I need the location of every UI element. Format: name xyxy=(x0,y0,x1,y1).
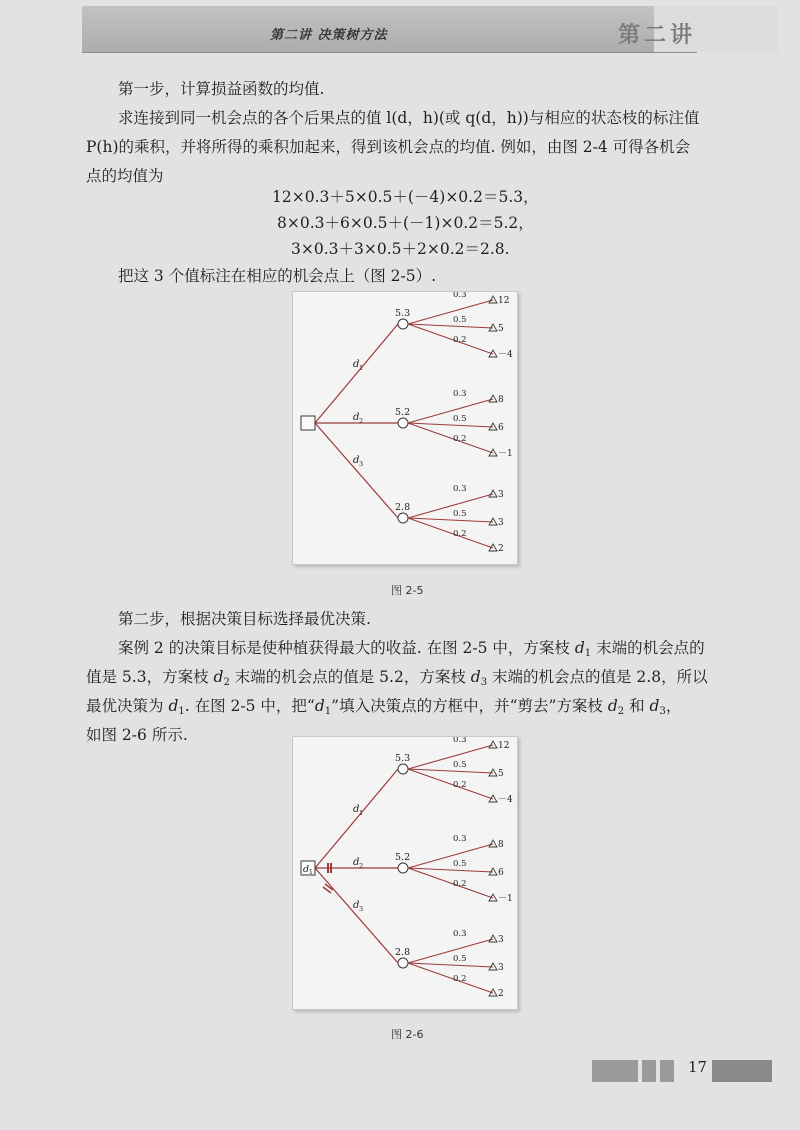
state-branch-2-2 xyxy=(408,423,493,427)
d2-symbol: d xyxy=(213,668,224,686)
branch-label-d1: d xyxy=(353,804,360,815)
state-branch-1-2 xyxy=(408,769,493,773)
outcome-value-3-1: 3 xyxy=(498,490,504,500)
footer-bar-4 xyxy=(712,1060,772,1082)
chance-node-1 xyxy=(398,319,408,329)
figure-2-5-caption: 图 2-5 xyxy=(391,584,424,597)
outcome-value-2-1: 8 xyxy=(498,840,504,850)
step1-para1-line2: P(h)的乘积，并将所得的乘积加起来，得到该机会点的均值. 例如，由图 2-4 可得各机会 xyxy=(86,138,691,156)
state-branch-1-2 xyxy=(408,324,493,328)
outcome-node-1-1 xyxy=(489,741,497,748)
state-branch-2-3 xyxy=(408,423,493,453)
branch-label-sub-2: 2 xyxy=(359,417,364,425)
outcome-node-2-1 xyxy=(489,840,497,847)
header-title: 第二讲 决策树方法 xyxy=(270,28,388,43)
state-branch-3-1 xyxy=(408,494,493,518)
d2-sub-b: 2 xyxy=(617,706,625,717)
chance-node-2 xyxy=(398,418,408,428)
decision-node-label: d xyxy=(303,864,310,875)
chance-value-1: 5.3 xyxy=(395,308,411,319)
figure-2-5 xyxy=(292,291,518,565)
branch-label-sub-3: 3 xyxy=(359,460,364,468)
d1-sub-b: 1 xyxy=(178,706,185,717)
decision-tree-2-5 xyxy=(293,292,517,564)
outcome-value-3-3: 2 xyxy=(498,989,504,999)
outcome-value-1-3: －4 xyxy=(498,350,513,360)
probability-1-2: 0.5 xyxy=(453,760,467,770)
state-branch-3-2 xyxy=(408,518,493,522)
outcome-value-2-3: －1 xyxy=(498,894,513,904)
d1-sub-c: 1 xyxy=(324,706,332,717)
outcome-value-3-2: 3 xyxy=(498,963,504,973)
chance-value-3: 2.8 xyxy=(395,947,411,958)
equation-2: 8×0.3＋6×0.5＋(－1)×0.2＝5.2， xyxy=(277,214,534,232)
d1-symbol-b: d xyxy=(168,697,179,715)
outcome-node-1-1 xyxy=(489,296,497,303)
probability-1-3: 0.2 xyxy=(453,780,467,790)
state-branch-1-3 xyxy=(408,324,493,354)
chance-node-2 xyxy=(398,863,408,873)
decision-node xyxy=(301,416,315,430)
state-branch-2-3 xyxy=(408,868,493,898)
branch-label-sub-2: 2 xyxy=(359,862,364,870)
step1-para2: 把这 3 个值标注在相应的机会点上（图 2-5）. xyxy=(118,267,437,285)
equation-1: 12×0.3＋5×0.5＋(－4)×0.2＝5.3， xyxy=(272,188,539,206)
probability-3-2: 0.5 xyxy=(453,954,467,964)
d1-symbol: d xyxy=(574,639,585,657)
branch-label-sub-3: 3 xyxy=(359,905,364,913)
probability-3-1: 0.3 xyxy=(453,484,467,494)
state-branch-3-1 xyxy=(408,939,493,963)
outcome-value-1-1: 12 xyxy=(498,741,510,751)
chance-node-1 xyxy=(398,764,408,774)
chance-value-1: 5.3 xyxy=(395,753,411,764)
probability-1-1: 0.3 xyxy=(453,737,467,745)
step2-line2-a: 值是 5.3，方案枝 xyxy=(86,668,214,686)
outcome-value-2-3: －1 xyxy=(498,449,513,459)
outcome-value-1-2: 5 xyxy=(498,324,504,334)
d2-symbol-b: d xyxy=(607,697,618,715)
probability-2-3: 0.2 xyxy=(453,879,467,889)
step2-line4: 如图 2-6 所示. xyxy=(86,726,188,744)
footer-bar-2 xyxy=(642,1060,656,1082)
d1-symbol-c: d xyxy=(314,697,325,715)
d1-sub: 1 xyxy=(584,648,592,659)
d3-symbol-b: d xyxy=(649,697,660,715)
outcome-value-3-1: 3 xyxy=(498,935,504,945)
branch-label-d3: d xyxy=(353,900,360,911)
outcome-value-2-2: 6 xyxy=(498,868,504,878)
state-branch-1-1 xyxy=(408,745,493,769)
branch-label-d3: d xyxy=(353,455,360,466)
state-branch-1-3 xyxy=(408,769,493,799)
step1-title: 第一步，计算损益函数的均值. xyxy=(118,80,325,98)
probability-3-3: 0.2 xyxy=(453,974,467,984)
outcome-node-2-1 xyxy=(489,395,497,402)
chance-node-3 xyxy=(398,958,408,968)
probability-2-2: 0.5 xyxy=(453,414,467,424)
branch-label-d1: d xyxy=(353,359,360,370)
figure-2-6 xyxy=(292,736,518,1010)
step2-line2-b: 末端的机会点的值是 5.2，方案枝 xyxy=(229,668,471,686)
outcome-value-3-3: 2 xyxy=(498,544,504,554)
footer-bar-3 xyxy=(660,1060,674,1082)
step2-line1-b: 末端的机会点的 xyxy=(591,639,705,657)
outcome-value-3-2: 3 xyxy=(498,518,504,528)
state-branch-3-2 xyxy=(408,963,493,967)
step1-para1-line1: 求连接到同一机会点的各个后果点的值 l(d，h)(或 q(d，h))与相应的状态枝的标注值 xyxy=(118,109,700,127)
probability-2-3: 0.2 xyxy=(453,434,467,444)
outcome-value-1-3: －4 xyxy=(498,795,513,805)
header-lecture-label: 第二讲 xyxy=(618,22,697,48)
probability-2-1: 0.3 xyxy=(453,389,467,399)
page-number: 17 xyxy=(688,1058,708,1076)
branch-label-d2: d xyxy=(353,412,360,423)
state-branch-2-1 xyxy=(408,399,493,423)
step2-line3-e: ， xyxy=(665,697,682,715)
branch-label-d2: d xyxy=(353,857,360,868)
state-branch-2-1 xyxy=(408,844,493,868)
step2-line3-a: 最优决策为 xyxy=(86,697,169,715)
decision-branch-1 xyxy=(315,324,398,423)
chance-value-3: 2.8 xyxy=(395,502,411,513)
outcome-value-1-2: 5 xyxy=(498,769,504,779)
step2-title: 第二步，根据决策目标选择最优决策. xyxy=(118,610,371,628)
step2-line2-c: 末端的机会点的值是 2.8，所以 xyxy=(487,668,708,686)
equation-3: 3×0.3＋3×0.5＋2×0.2＝2.8. xyxy=(291,240,510,258)
probability-1-3: 0.2 xyxy=(453,335,467,345)
outcome-value-1-1: 12 xyxy=(498,296,510,306)
branch-label-sub-1: 1 xyxy=(359,364,364,372)
probability-2-2: 0.5 xyxy=(453,859,467,869)
probability-1-2: 0.5 xyxy=(453,315,467,325)
decision-branch-3 xyxy=(315,423,398,518)
decision-branch-1 xyxy=(315,769,398,868)
chance-node-3 xyxy=(398,513,408,523)
step1-para1-line3: 点的均值为 xyxy=(86,167,164,185)
decision-branch-3 xyxy=(315,868,398,963)
state-branch-2-2 xyxy=(408,868,493,872)
outcome-value-2-1: 8 xyxy=(498,395,504,405)
branch-label-sub-1: 1 xyxy=(359,809,364,817)
probability-3-2: 0.5 xyxy=(453,509,467,519)
chance-value-2: 5.2 xyxy=(395,852,411,863)
footer-bar-1 xyxy=(592,1060,638,1082)
probability-1-1: 0.3 xyxy=(453,292,467,300)
header-band xyxy=(82,6,697,53)
probability-3-3: 0.2 xyxy=(453,529,467,539)
decision-tree-2-6 xyxy=(293,737,517,1009)
decision-node-label-sub: 1 xyxy=(309,869,313,876)
figure-2-6-caption: 图 2-6 xyxy=(391,1028,424,1041)
step2-line1-a: 案例 2 的决策目标是使种植获得最大的收益. 在图 2-5 中，方案枝 xyxy=(118,639,575,657)
step2-line3-d: 和 xyxy=(624,697,650,715)
probability-3-1: 0.3 xyxy=(453,929,467,939)
d2-sub: 2 xyxy=(223,677,230,688)
chance-value-2: 5.2 xyxy=(395,407,411,418)
probability-2-1: 0.3 xyxy=(453,834,467,844)
outcome-node-3-1 xyxy=(489,935,497,942)
state-branch-1-1 xyxy=(408,300,493,324)
step2-line3-b: . 在图 2-5 中，把“ xyxy=(184,697,315,715)
state-branch-3-3 xyxy=(408,518,493,548)
outcome-node-3-1 xyxy=(489,490,497,497)
step2-line3-c: ”填入决策点的方框中，并“剪去”方案枝 xyxy=(331,697,608,715)
d3-sub: 3 xyxy=(480,677,488,688)
d3-symbol: d xyxy=(470,668,481,686)
state-branch-3-3 xyxy=(408,963,493,993)
outcome-value-2-2: 6 xyxy=(498,423,504,433)
d3-sub-b: 3 xyxy=(659,706,666,717)
